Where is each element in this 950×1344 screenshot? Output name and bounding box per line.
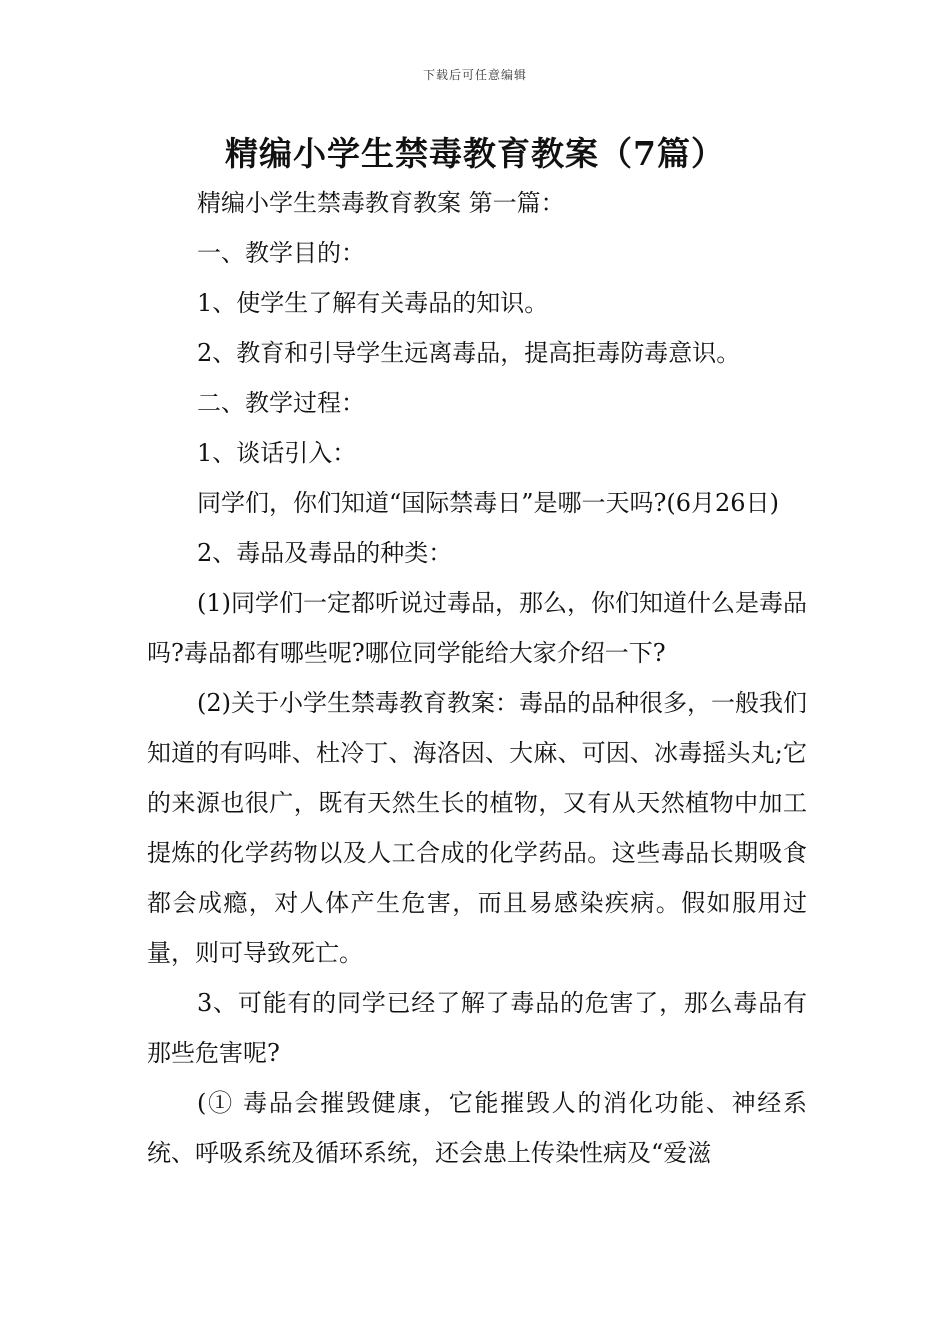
paragraph: 同学们，你们知道“国际禁毒日”是哪一天吗?(6月26日) [197,489,779,517]
paragraph: 二、教学过程： [197,389,365,417]
paragraph: (2)关于小学生禁毒教育教案：毒品的品种很多，一般我们知道的有吗啡、杜冷丁、海洛因、大麻、可因、冰毒摇头丸;它的来源也很广，既有天然生长的植物，又有从天然植物中加工提炼的化学药物以及人工合成的化学药品。这些毒品长期吸食都会成瘾，对人体产生危害，而且易感染疾病。假如服用过量，则可导致死亡。 [147,689,807,967]
paragraph: 精编小学生禁毒教育教案 第一篇： [197,189,565,217]
paragraph: 1、使学生了解有关毒品的知识。 [197,289,549,317]
paragraph: 3、可能有的同学已经了解了毒品的危害了，那么毒品有那些危害呢? [147,989,807,1067]
paragraph: 2、毒品及毒品的种类： [197,539,453,567]
paragraph: (① 毒品会摧毁健康，它能摧毁人的消化功能、神经系统、呼吸系统及循环系统，还会患上传染性病及“爱滋 [147,1089,807,1167]
paragraph: 2、教育和引导学生远离毒品，提高拒毒防毒意识。 [197,339,741,367]
paragraph: (1)同学们一定都听说过毒品，那么，你们知道什么是毒品吗?毒品都有哪些呢?哪位同学能给大家介绍一下? [147,589,807,667]
paragraph: 一、教学目的： [197,239,365,267]
document-title: 精编小学生禁毒教育教案（7篇） [225,134,725,173]
header-note: 下载后可任意编辑 [422,68,527,82]
document-body [147,178,807,1178]
paragraph: 1、谈话引入： [197,439,357,467]
